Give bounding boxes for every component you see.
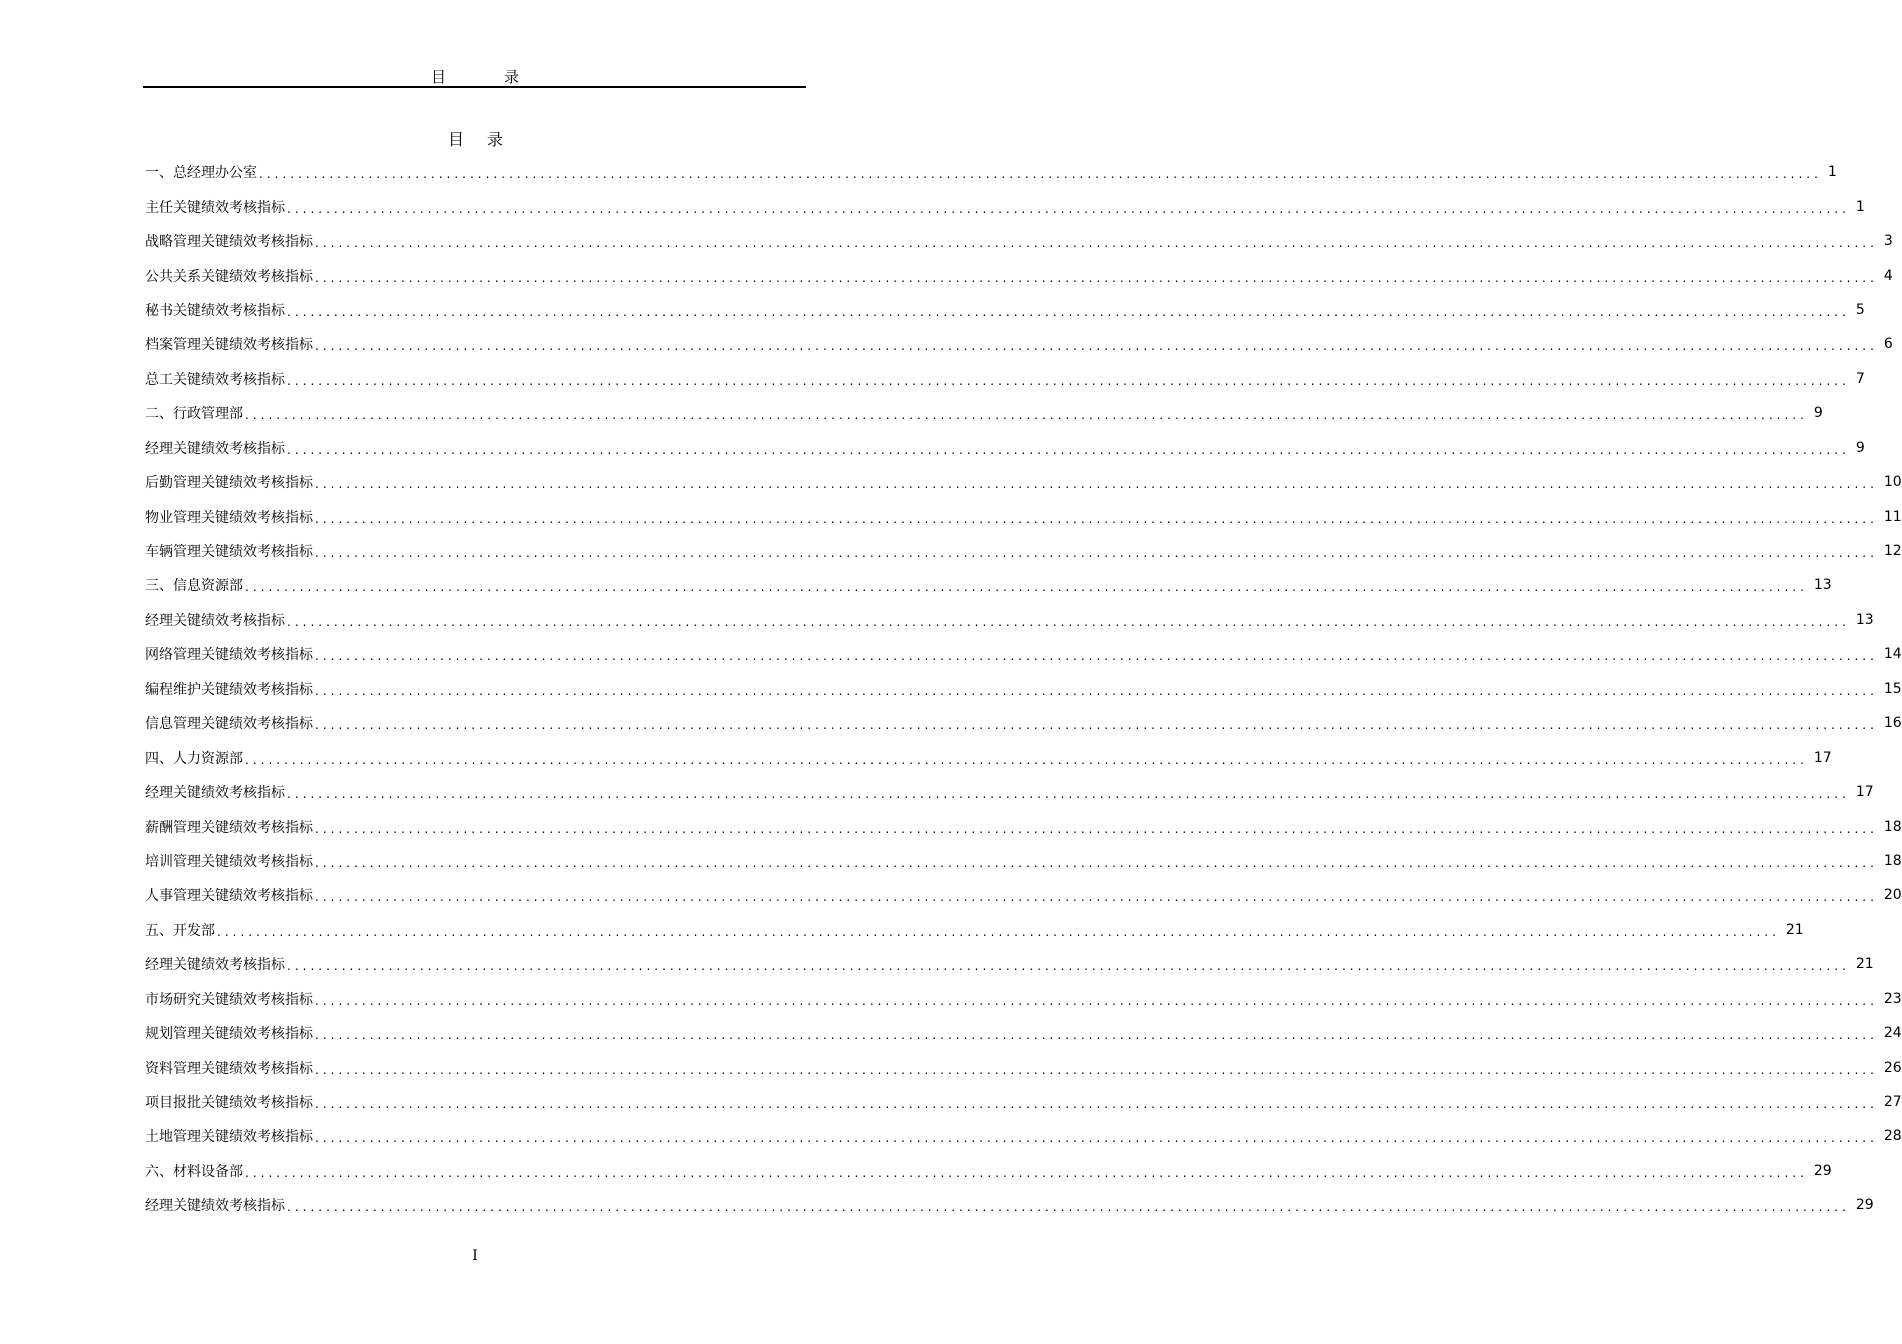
toc-entry-label: 项目报批关键绩效考核指标 [145, 1095, 313, 1112]
toc-entry-page: 16 [1883, 715, 1902, 732]
toc-entry-label: 二、行政管理部 [145, 406, 243, 423]
toc-entry-label: 主任关键绩效考核指标 [145, 199, 285, 216]
toc-dot-leader: ........................................................................................................................................................................................................ [287, 442, 1850, 457]
toc-entry[interactable] [145, 603, 1874, 637]
toc-entry-page: 13 [1855, 611, 1874, 628]
toc-entry-page: 4 [1883, 267, 1893, 284]
toc-dot-leader: ........................................................................................................................................................................................................ [245, 580, 1808, 595]
toc-entry[interactable] [145, 706, 1902, 740]
toc-entry[interactable] [145, 947, 1874, 981]
toc-entry-label: 三、信息资源部 [145, 578, 243, 595]
toc-entry-page: 1 [1827, 164, 1837, 181]
toc-dot-leader: ........................................................................................................................................................................................................ [217, 924, 1780, 939]
toc-entry-label: 公共关系关键绩效考核指标 [145, 268, 313, 285]
toc-entry[interactable] [145, 362, 1865, 396]
toc-dot-leader: ........................................................................................................................................................................................................ [287, 787, 1850, 802]
toc-entry-page: 6 [1883, 336, 1893, 353]
toc-entry-page: 5 [1855, 301, 1865, 318]
toc-dot-leader: ........................................................................................................................................................................................................ [315, 855, 1878, 870]
toc-dot-leader: ........................................................................................................................................................................................................ [315, 236, 1878, 251]
toc-entry-label: 薪酬管理关键绩效考核指标 [145, 819, 313, 836]
toc-entry-label: 规划管理关键绩效考核指标 [145, 1026, 313, 1043]
toc-dot-leader: ........................................................................................................................................................................................................ [315, 683, 1878, 698]
toc-entry-page: 9 [1813, 405, 1823, 422]
toc-entry[interactable] [145, 740, 1832, 774]
toc-entry-page: 24 [1883, 1025, 1902, 1042]
toc-dot-leader: ........................................................................................................................................................................................................ [287, 1200, 1850, 1215]
toc-entry[interactable] [145, 155, 1837, 189]
toc-entry-label: 人事管理关键绩效考核指标 [145, 888, 313, 905]
toc-entry-page: 12 [1883, 543, 1902, 560]
toc-entry-page: 18 [1883, 852, 1902, 869]
toc-entry-page: 14 [1883, 646, 1902, 663]
toc-entry-label: 经理关键绩效考核指标 [145, 440, 285, 457]
toc-entry-page: 1 [1855, 198, 1865, 215]
toc-dot-leader: ........................................................................................................................................................................................................ [315, 993, 1878, 1008]
toc-entry-label: 经理关键绩效考核指标 [145, 785, 285, 802]
toc-entry[interactable] [145, 534, 1902, 568]
toc-entry[interactable] [145, 1119, 1902, 1153]
toc-entry-page: 21 [1855, 956, 1874, 973]
toc-entry-label: 市场研究关键绩效考核指标 [145, 991, 313, 1008]
toc-entry-label: 一、总经理办公室 [145, 165, 257, 182]
toc-entry-label: 经理关键绩效考核指标 [145, 1198, 285, 1215]
toc-dot-leader: ........................................................................................................................................................................................................ [315, 477, 1878, 492]
title-char-left: 目 [448, 130, 465, 149]
toc-entry-label: 培训管理关键绩效考核指标 [145, 853, 313, 870]
toc-dot-leader: ........................................................................................................................................................................................................ [315, 546, 1878, 561]
toc-entry-label: 五、开发部 [145, 922, 215, 939]
toc-entry[interactable] [145, 1016, 1902, 1050]
toc-entry-label: 经理关键绩效考核指标 [145, 612, 285, 629]
toc-dot-leader: ........................................................................................................................................................................................................ [245, 1165, 1808, 1180]
toc-entry-label: 经理关键绩效考核指标 [145, 957, 285, 974]
toc-dot-leader: ........................................................................................................................................................................................................ [315, 1097, 1878, 1112]
toc-entry-page: 27 [1883, 1094, 1902, 1111]
toc-entry[interactable] [145, 1188, 1874, 1222]
toc-entry[interactable] [145, 568, 1832, 602]
toc-entry-page: 28 [1883, 1128, 1902, 1145]
toc-entry-page: 11 [1883, 508, 1902, 525]
toc-dot-leader: ........................................................................................................................................................................................................ [287, 373, 1850, 388]
toc-entry-label: 信息管理关键绩效考核指标 [145, 716, 313, 733]
toc-dot-leader: ........................................................................................................................................................................................................ [315, 718, 1878, 733]
toc-entry-label: 后勤管理关键绩效考核指标 [145, 475, 313, 492]
toc-entry[interactable] [145, 878, 1902, 912]
toc-entry-page: 20 [1883, 887, 1902, 904]
toc-entry-page: 26 [1883, 1059, 1902, 1076]
running-header [143, 64, 806, 88]
toc-entry-label: 编程维护关键绩效考核指标 [145, 681, 313, 698]
toc-entry[interactable] [145, 293, 1865, 327]
toc-entry[interactable] [145, 809, 1902, 843]
toc-entry[interactable] [145, 189, 1865, 223]
toc-entry-page: 29 [1855, 1197, 1874, 1214]
toc-entry[interactable] [145, 844, 1902, 878]
toc-entry[interactable] [145, 396, 1823, 430]
toc-entry[interactable] [145, 982, 1902, 1016]
toc-list [145, 155, 1902, 1223]
toc-dot-leader: ........................................................................................................................................................................................................ [287, 201, 1850, 216]
toc-dot-leader: ........................................................................................................................................................................................................ [259, 167, 1822, 182]
toc-entry[interactable] [145, 1085, 1902, 1119]
toc-entry[interactable] [145, 465, 1902, 499]
toc-entry[interactable] [145, 499, 1902, 533]
toc-dot-leader: ........................................................................................................................................................................................................ [245, 408, 1808, 423]
toc-entry-page: 9 [1855, 439, 1865, 456]
toc-entry-page: 10 [1883, 474, 1902, 491]
header-text-right: 录 [504, 68, 520, 86]
toc-entry-label: 四、人力资源部 [145, 750, 243, 767]
toc-entry[interactable] [145, 775, 1874, 809]
toc-entry-label: 秘书关键绩效考核指标 [145, 302, 285, 319]
toc-entry-label: 总工关键绩效考核指标 [145, 371, 285, 388]
toc-entry-label: 六、材料设备部 [145, 1163, 243, 1180]
toc-dot-leader: ........................................................................................................................................................................................................ [315, 339, 1878, 354]
toc-entry[interactable] [145, 913, 1804, 947]
toc-entry[interactable] [145, 258, 1893, 292]
toc-entry-page: 15 [1883, 680, 1902, 697]
toc-entry-label: 战略管理关键绩效考核指标 [145, 234, 313, 251]
toc-entry-page: 21 [1785, 921, 1804, 938]
toc-entry-page: 7 [1855, 370, 1865, 387]
toc-entry[interactable] [145, 1154, 1832, 1188]
toc-dot-leader: ........................................................................................................................................................................................................ [287, 304, 1850, 319]
title-char-right: 录 [487, 130, 504, 149]
toc-dot-leader: ........................................................................................................................................................................................................ [315, 511, 1878, 526]
toc-entry-label: 资料管理关键绩效考核指标 [145, 1060, 313, 1077]
toc-entry-label: 土地管理关键绩效考核指标 [145, 1129, 313, 1146]
toc-entry-page: 23 [1883, 990, 1902, 1007]
toc-entry-page: 17 [1855, 784, 1874, 801]
toc-entry[interactable] [145, 1050, 1902, 1084]
toc-dot-leader: ........................................................................................................................................................................................................ [287, 614, 1850, 629]
toc-entry-page: 13 [1813, 577, 1832, 594]
toc-entry[interactable] [145, 431, 1865, 465]
toc-entry[interactable] [145, 672, 1902, 706]
header-text-left: 目 [431, 68, 447, 86]
toc-entry-label: 车辆管理关键绩效考核指标 [145, 544, 313, 561]
toc-entry-label: 物业管理关键绩效考核指标 [145, 509, 313, 526]
footer-page-number: I [472, 1248, 478, 1264]
toc-dot-leader: ........................................................................................................................................................................................................ [315, 890, 1878, 905]
toc-entry[interactable] [145, 224, 1893, 258]
toc-entry-page: 3 [1883, 233, 1893, 250]
toc-entry-page: 18 [1883, 818, 1902, 835]
toc-dot-leader: ........................................................................................................................................................................................................ [287, 959, 1850, 974]
toc-dot-leader: ........................................................................................................................................................................................................ [315, 649, 1878, 664]
toc-entry-page: 17 [1813, 749, 1832, 766]
toc-dot-leader: ........................................................................................................................................................................................................ [315, 821, 1878, 836]
toc-entry-label: 网络管理关键绩效考核指标 [145, 647, 313, 664]
toc-dot-leader: ........................................................................................................................................................................................................ [315, 1131, 1878, 1146]
toc-entry[interactable] [145, 327, 1893, 361]
toc-entry-label: 档案管理关键绩效考核指标 [145, 337, 313, 354]
toc-dot-leader: ........................................................................................................................................................................................................ [245, 752, 1808, 767]
toc-dot-leader: ........................................................................................................................................................................................................ [315, 270, 1878, 285]
toc-entry-page: 29 [1813, 1162, 1832, 1179]
toc-entry[interactable] [145, 637, 1902, 671]
toc-dot-leader: ........................................................................................................................................................................................................ [315, 1028, 1878, 1043]
toc-dot-leader: ........................................................................................................................................................................................................ [315, 1062, 1878, 1077]
